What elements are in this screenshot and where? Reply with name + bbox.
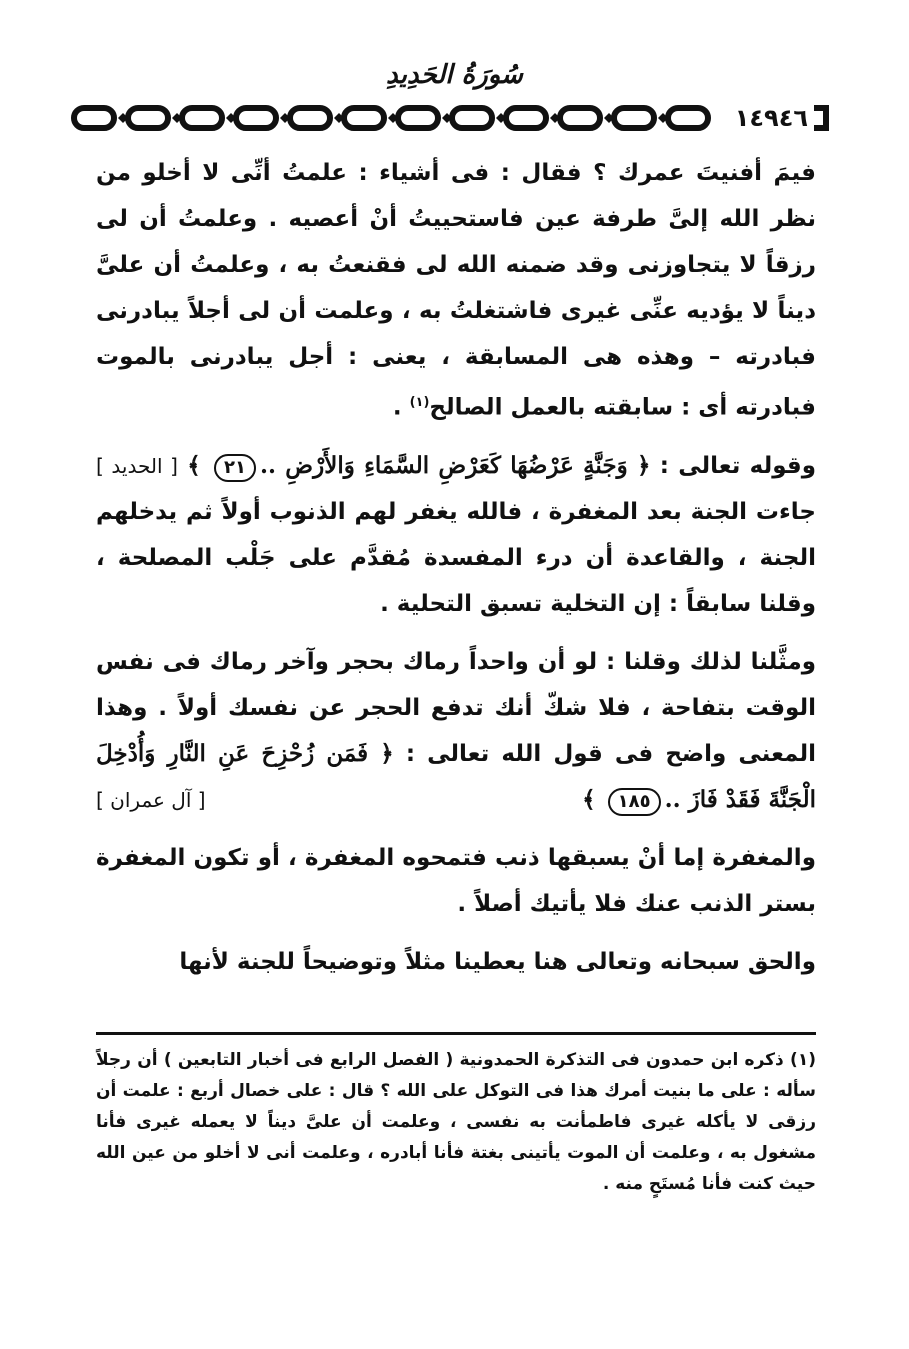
paragraph <box>96 150 816 431</box>
paragraph-end: . <box>392 394 410 421</box>
quran-verse: فَمَن زُحْزِحَ عَنِ النَّارِ وَأُدْخِلَ الْجَنَّةَ فَقَدْ فَازَ .. <box>96 739 816 813</box>
surah-reference: [ الحديد ] <box>96 453 178 478</box>
paragraph <box>96 639 816 823</box>
quran-verse: وَجَنَّةٍ عَرْضُهَا كَعَرْضِ السَّمَاءِ وَالأَرْضِ .. <box>260 451 628 479</box>
paragraph <box>96 443 816 627</box>
ornamental-chain-band <box>70 100 830 136</box>
footnote: (١) ذكره ابن حمدون فى التذكرة الحمدونية ( الفصل الرابع فى أخبار التابعين ) أن رجلاً سأله : على ما بنيت أمرك هذا فى التوكل على الله ؟ قال : على خصال أربع : علمت أن رزقى لا يأكله غيرى فاطمأنت به نفسى ، وعلمت أن علىَّ ديناً لا يعمله غيرى فأنا مشغول به ، وعلمت أن الموت يأتينى بغتة فأنا أبادره ، وعلمت أنى لا أخلو من عين الله حيث كنت فأنا مُستَحٍ منه . <box>96 1050 816 1194</box>
ayah-number: ٢١ <box>214 454 256 482</box>
surah-reference: [ آل عمران ] <box>96 787 206 812</box>
footnotes <box>96 1045 816 1200</box>
surah-title: سُورَةُ الحَدِيدِ <box>386 60 523 90</box>
paragraph-text: وقوله تعالى : ﴿ <box>627 452 816 479</box>
footnote-divider <box>96 1032 816 1035</box>
ayah-number: ١٨٥ <box>608 788 661 816</box>
main-text <box>96 150 816 997</box>
verse-close: ﴾ <box>582 786 604 813</box>
paragraph <box>96 939 816 985</box>
paragraph-text: والمغفرة إما أنْ يسبقها ذنب فتمحوه المغفرة ، أو تكون المغفرة بستر الذنب عنك فلا يأتيك أصلاً . <box>96 844 816 917</box>
paragraph-text: والحق سبحانه وتعالى هنا يعطينا مثلاً وتوضيحاً للجنة لأنها <box>179 948 816 975</box>
paragraph <box>96 835 816 927</box>
paragraph-text: ومثَّلنا لذلك وقلنا : لو أن واحداً رماك بحجر وآخر رماك فى نفس الوقت بتفاحة ، فلا شكّ أنك تدفع الحجر عن نفسك أولاً . وهذا المعنى واضح فى قول الله تعالى : ﴿ <box>96 648 816 767</box>
footnote-marker: (١) <box>409 395 430 410</box>
paragraph-text: فيمَ أفنيتَ عمرك ؟ فقال : فى أشياء : علمتُ أنِّى لا أخلو من نظر الله إلىَّ طرفة عين فاستحييتُ أنْ أعصيه . وعلمتُ أن لى رزقاً لا يتجاوزنى وقد ضمنه الله لى فقنعتُ به ، وعلمتُ أن علىَّ ديناً لا يؤديه عنِّى غيرى فاشتغلتُ به ، وعلمت أن لى أجلاً يبادرنى فبادرته – وهذه هى المسابقة ، يعنى : أجل يبادرنى بالموت فبادرته أى : سابقته بالعمل الصالح <box>96 160 816 421</box>
paragraph-text: جاءت الجنة بعد المغفرة ، فالله يغفر لهم الذنوب أولاً ثم يدخلهم الجنة ، والقاعدة أن درء المفسدة مُقدَّم على جَلْب المصلحة ، وقلنا سابقاً : إن التخلية تسبق التحلية . <box>96 498 816 617</box>
page-number: ١٤٩٤٦ <box>729 102 814 134</box>
verse-close: ﴾ <box>177 452 211 479</box>
